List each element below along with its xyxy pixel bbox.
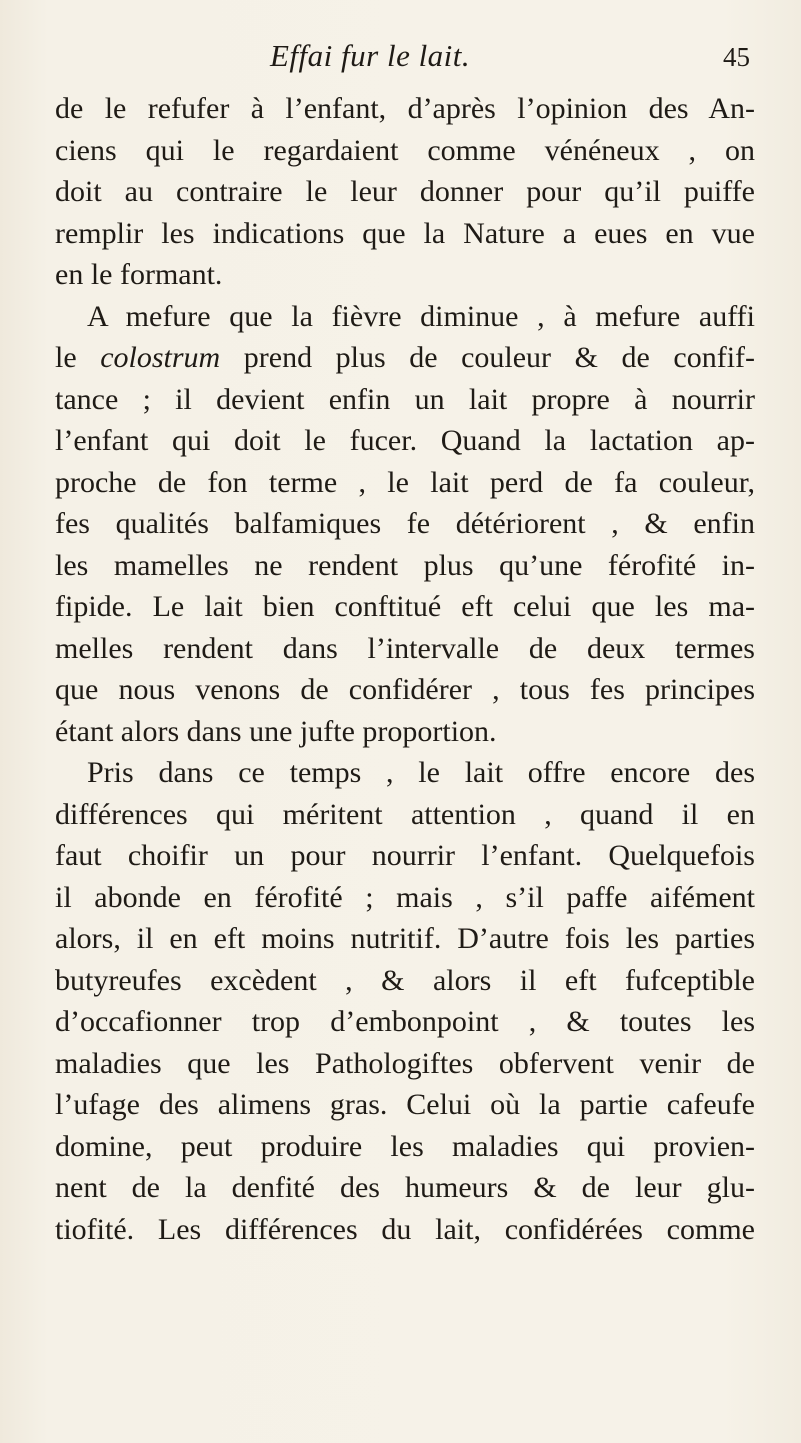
text-line: ciens qui le regardaient comme vénéneux , on xyxy=(55,133,755,167)
text-line: différences qui méritent attention , quand il en xyxy=(55,797,755,831)
text-line: de le refufer à l’enfant, d’après l’opinion des An- xyxy=(55,92,755,125)
text-line: étant alors dans une jufte proportion. xyxy=(55,714,497,748)
text-line: fipide. Le lait bien conftitué eft celui que les ma- xyxy=(55,590,755,623)
text-line: Pris dans ce temps , le lait offre encore des xyxy=(87,756,755,789)
line-rest: prend plus de couleur & de confif- xyxy=(243,341,756,374)
page-header xyxy=(270,38,750,78)
text-line: faut choifir un pour nourrir l’enfant. Quelquefois xyxy=(55,839,755,872)
text-line: que nous venons de confidérer , tous fes principes xyxy=(55,673,755,706)
page-number: 45 xyxy=(723,42,750,72)
body-text xyxy=(55,88,755,1250)
text-line: alors, il en eft moins nutritif. D’autre fois les parties xyxy=(55,922,755,955)
text-line: doit au contraire le leur donner pour qu’il puiffe xyxy=(55,175,755,208)
text-line: melles rendent dans l’intervalle de deux termes xyxy=(55,631,755,665)
text-line: d’occafionner trop d’embonpoint , & toutes les xyxy=(55,1005,755,1038)
text-line: domine, peut produire les maladies qui provien- xyxy=(55,1129,755,1163)
text-line: remplir les indications que la Nature a eues en vue xyxy=(55,216,755,250)
italic-term: colostrum xyxy=(100,341,221,374)
text-line: A mefure que la fièvre diminue , à mefure auffi xyxy=(87,299,755,333)
text-line: l’enfant qui doit le fucer. Quand la lactation ap- xyxy=(55,424,755,457)
text-line: nent de la denfité des humeurs & de leur glu- xyxy=(55,1171,755,1204)
text-line: fes qualités balfamiques fe détériorent , & enfin xyxy=(55,507,755,540)
text-line: proche de fon terme , le lait perd de fa couleur, xyxy=(55,465,755,499)
text-line: l’ufage des alimens gras. Celui où la partie cafeufe xyxy=(55,1088,755,1121)
text-line: tiofité. Les différences du lait, confidérées comme xyxy=(55,1212,755,1246)
text-line: il abonde en férofité ; mais , s’il paffe aifément xyxy=(55,880,755,914)
text-line: tance ; il devient enfin un lait propre à nourrir xyxy=(55,382,755,416)
text-line: en le formant. xyxy=(55,258,223,291)
text-line: les mamelles ne rendent plus qu’une férofité in- xyxy=(55,548,755,582)
running-title: Effai fur le lait. xyxy=(270,38,471,73)
text-line: maladies que les Pathologiftes obfervent venir de xyxy=(55,1046,755,1080)
line-prefix: le xyxy=(55,341,77,374)
text-line: butyreufes excèdent , & alors il eft fufceptible xyxy=(55,963,755,997)
text-line-colostrum xyxy=(55,337,755,379)
